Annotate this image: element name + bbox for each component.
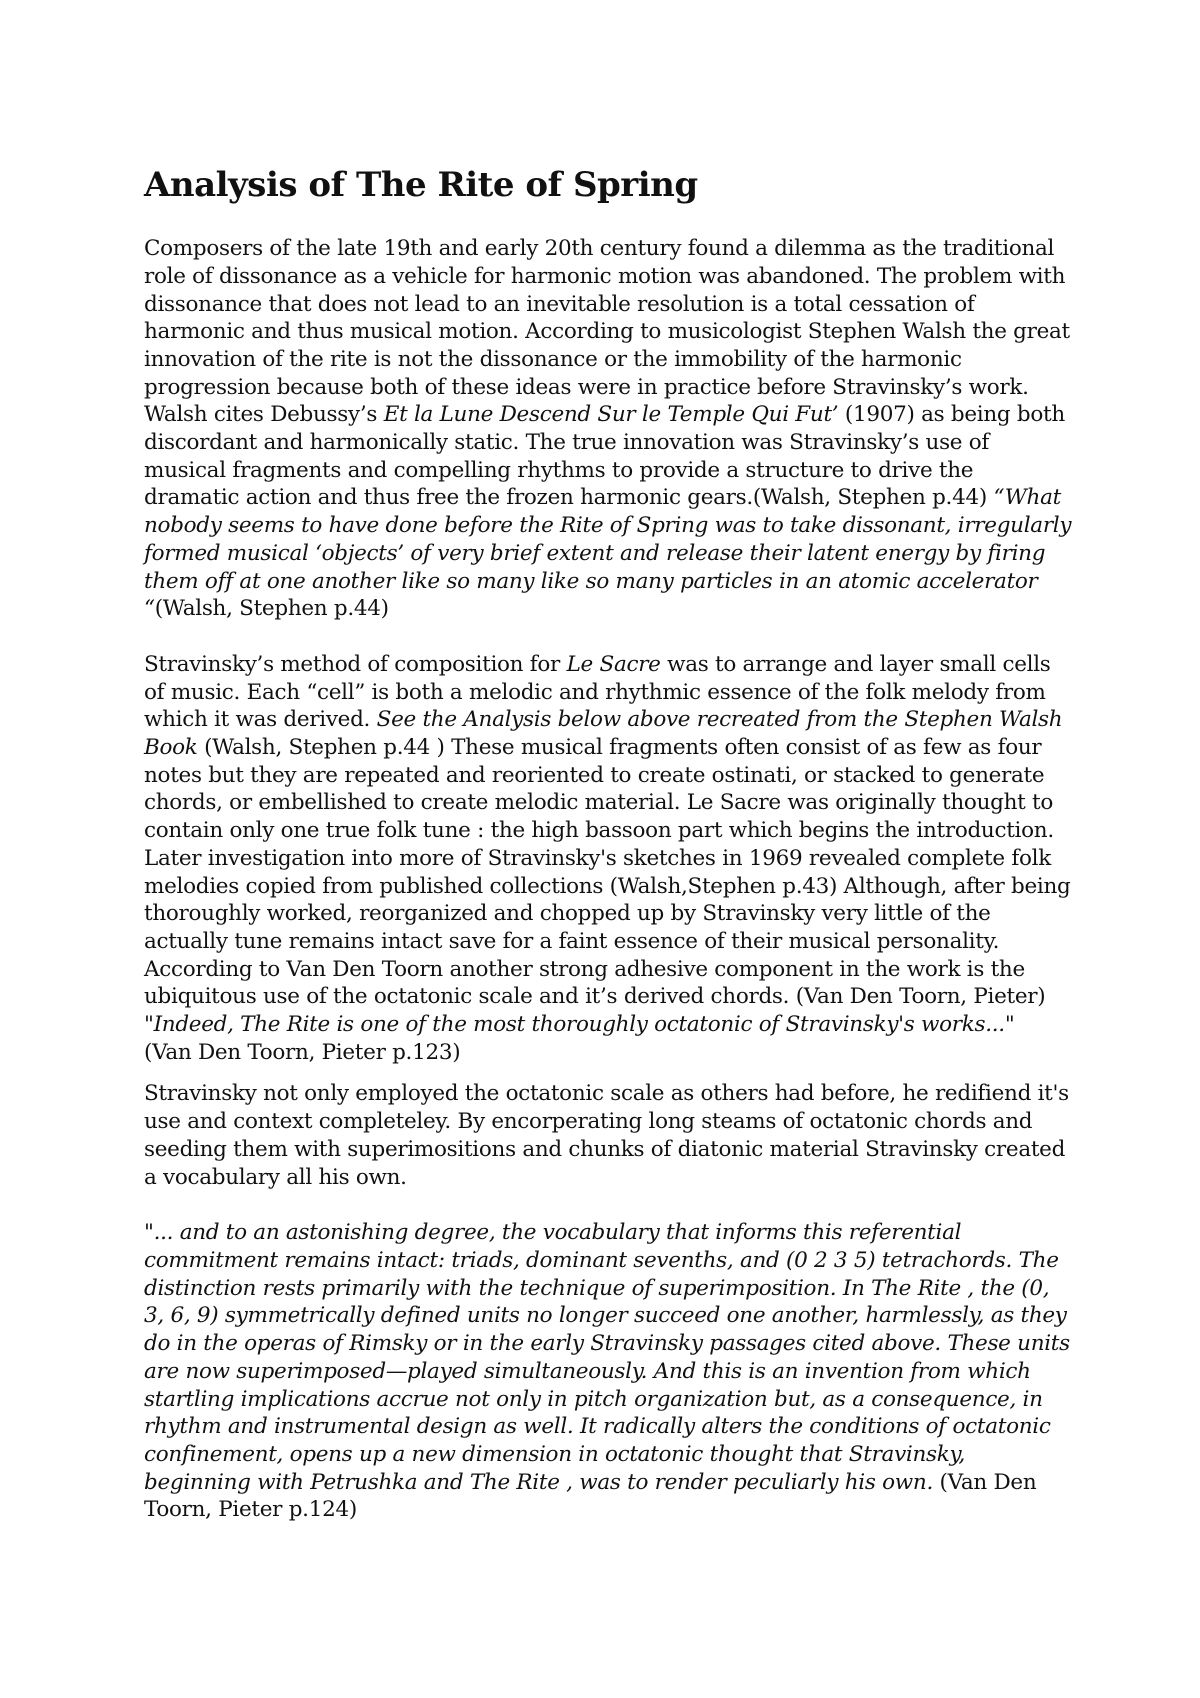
paragraph-vocabulary: Stravinsky not only employed the octatonic scale as others had before, he redifiend it's use and context completeley. By encorperating long steams of octatonic chords and seeding them with superimositions and chunks of diatonic material Stravinsky created a vocabulary all his own.	[144, 1081, 1069, 1190]
analysis-note: See the Analysis below above recreated from the Stephen Walsh Book	[144, 707, 1063, 761]
van-den-toorn-quote: "Indeed, The Rite is one of the most thoroughly octatonic of Stravinsky's works..."	[144, 1012, 1015, 1038]
paragraph-text: Stravinsky’s method of composition for	[144, 651, 567, 677]
paragraph-superimposition-quote	[144, 1219, 1074, 1524]
debussy-work-title: Et la Lune Descend Sur le Temple Qui Fut’	[383, 402, 839, 428]
paragraph-dissonance	[144, 235, 1074, 623]
document-title: Analysis of The Rite of Spring	[144, 165, 698, 205]
paragraph-composition-method	[144, 651, 1074, 1011]
walsh-quote: “What nobody seems to have done before the Rite of Spring was to take dissonant, irregularly formed musical ‘objects’ of very brief extent and release their latent energy by firing them off at one another like so many like so many particles in an atomic accelerator “	[144, 485, 1072, 622]
citation: (Van Den Toorn, Pieter p.124)	[144, 1469, 1037, 1523]
citation: (Van Den Toorn, Pieter p.123)	[144, 1039, 461, 1065]
paragraph-text: Composers of the late 19th and early 20th century found a dilemma as the traditional role of dissonance as a vehicle for harmonic motion was abandoned. The problem with dissonance that does not lead to an inevitable resolution is a total cessation of harmonic and thus musical motion. According to musicologist Stephen Walsh the great innovation of the rite is not the dissonance or the immobility of the harmonic progression because both of these ideas were in practice before Stravinsky’s work. Walsh cites Debussy’s	[144, 236, 1070, 428]
paragraph-octatonic-quote	[144, 1011, 1074, 1066]
document-page	[144, 166, 1074, 1524]
paragraph-text: (1907) as being both discordant and harmonically static. The true innovation was Stravinsky’s use of musical fragments and compelling rhythms to provide a structure to drive the dramatic action and thus free the frozen harmonic gears.(Walsh, Stephen p.44)	[144, 402, 1065, 511]
le-sacre-title: Le Sacre	[566, 651, 661, 677]
paragraph-text: (Walsh, Stephen p.44 ) These musical fragments often consist of as few as four notes but they are repeated and reoriented to create ostinati, or stacked to generate chords, or embellished to create melodic material. Le Sacre was originally thought to contain only one true folk tune : the high bassoon part which begins the introduction. Later investigation into more of Stravinsky's sketches in 1969 revealed complete folk melodies copied from published collections (Walsh,Stephen p.43) Although, after being thoroughly worked, reorganized and chopped up by Stravinsky very little of the actually tune remains intact save for a faint essence of their musical personality. According to Van Den Toorn another strong adhesive component in the work is the ubiquitous use of the octatonic scale and it’s derived chords. (Van Den Toorn, Pieter)	[144, 735, 1071, 1010]
citation: (Walsh, Stephen p.44)	[154, 596, 389, 622]
block-quote: "... and to an astonishing degree, the vocabulary that informs this referential commitment remains intact: triads, dominant sevenths, and (0 2 3 5) tetrachords. The distinction rests primarily with the technique of superimposition. In The Rite , the (0, 3, 6, 9) symmetrically defined units no longer succeed one another, harmlessly, as they do in the operas of Rimsky or in the early Stravinsky passages cited above. These units are now superimposed—played simultaneously. And this is an invention from which startling implications accrue not only in pitch organization but, as a consequence, in rhythm and instrumental design as well. It radically alters the conditions of octatonic confinement, opens up a new dimension in octatonic thought that Stravinsky, beginning with Petrushka and The Rite , was to render peculiarly his own.	[144, 1220, 1070, 1495]
paragraph-text: was to arrange and layer small cells of music. Each “cell” is both a melodic and rhythmic essence of the folk melody from which it was derived.	[144, 651, 1051, 733]
